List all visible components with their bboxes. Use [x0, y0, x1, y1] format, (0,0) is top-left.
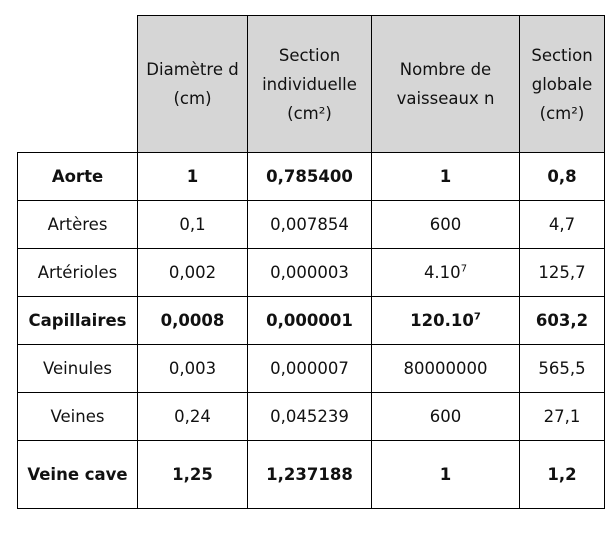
nombre-base: 600	[429, 407, 462, 426]
diametre-cell: 1	[138, 153, 248, 201]
section-globale-cell: 603,2	[520, 297, 605, 345]
vessel-data-table	[17, 15, 605, 509]
nombre-exponent: 7	[473, 311, 481, 323]
vessel-name-cell: Veines	[18, 393, 138, 441]
section-globale-cell: 0,8	[520, 153, 605, 201]
nombre-exponent: 7	[460, 263, 468, 275]
section-globale-cell: 27,1	[520, 393, 605, 441]
diametre-cell: 0,0008	[138, 297, 248, 345]
table-row	[18, 441, 605, 509]
vessel-name-cell: Artères	[18, 201, 138, 249]
header-corner-cell	[18, 16, 138, 153]
section-individuelle-cell: 0,000003	[248, 249, 372, 297]
section-individuelle-cell: 0,785400	[248, 153, 372, 201]
table-row	[18, 297, 605, 345]
section-individuelle-cell: 0,007854	[248, 201, 372, 249]
nombre-vaisseaux-cell	[372, 393, 520, 441]
nombre-base: 120.10	[410, 311, 474, 330]
section-individuelle-cell: 0,000007	[248, 345, 372, 393]
nombre-base: 1	[439, 167, 452, 186]
table-row	[18, 201, 605, 249]
vessel-name-cell: Capillaires	[18, 297, 138, 345]
section-individuelle-cell: 0,000001	[248, 297, 372, 345]
table-row	[18, 345, 605, 393]
nombre-vaisseaux-cell	[372, 441, 520, 509]
vessel-name-cell: Veine cave	[18, 441, 138, 509]
table-row	[18, 249, 605, 297]
vessel-name-cell: Veinules	[18, 345, 138, 393]
section-globale-cell: 1,2	[520, 441, 605, 509]
nombre-base: 600	[429, 215, 462, 234]
nombre-vaisseaux-cell	[372, 345, 520, 393]
section-globale-cell: 565,5	[520, 345, 605, 393]
nombre-base: 1	[439, 465, 452, 484]
nombre-vaisseaux-cell	[372, 201, 520, 249]
vessel-name-cell: Aorte	[18, 153, 138, 201]
nombre-base: 80000000	[403, 359, 488, 378]
nombre-vaisseaux-cell	[372, 297, 520, 345]
nombre-base: 4.10	[423, 263, 461, 282]
section-individuelle-cell: 0,045239	[248, 393, 372, 441]
section-globale-cell: 4,7	[520, 201, 605, 249]
section-individuelle-cell: 1,237188	[248, 441, 372, 509]
table-row	[18, 153, 605, 201]
header-section-individuelle: Section individuelle (cm²)	[248, 16, 372, 153]
header-section-globale: Section globale (cm²)	[520, 16, 605, 153]
vessel-name-cell: Artérioles	[18, 249, 138, 297]
table-row	[18, 393, 605, 441]
section-globale-cell: 125,7	[520, 249, 605, 297]
header-nombre-vaisseaux: Nombre de vaisseaux n	[372, 16, 520, 153]
header-diametre: Diamètre d (cm)	[138, 16, 248, 153]
diametre-cell: 0,003	[138, 345, 248, 393]
header-row	[18, 16, 605, 153]
diametre-cell: 1,25	[138, 441, 248, 509]
diametre-cell: 0,1	[138, 201, 248, 249]
diametre-cell: 0,24	[138, 393, 248, 441]
diametre-cell: 0,002	[138, 249, 248, 297]
nombre-vaisseaux-cell	[372, 249, 520, 297]
nombre-vaisseaux-cell	[372, 153, 520, 201]
